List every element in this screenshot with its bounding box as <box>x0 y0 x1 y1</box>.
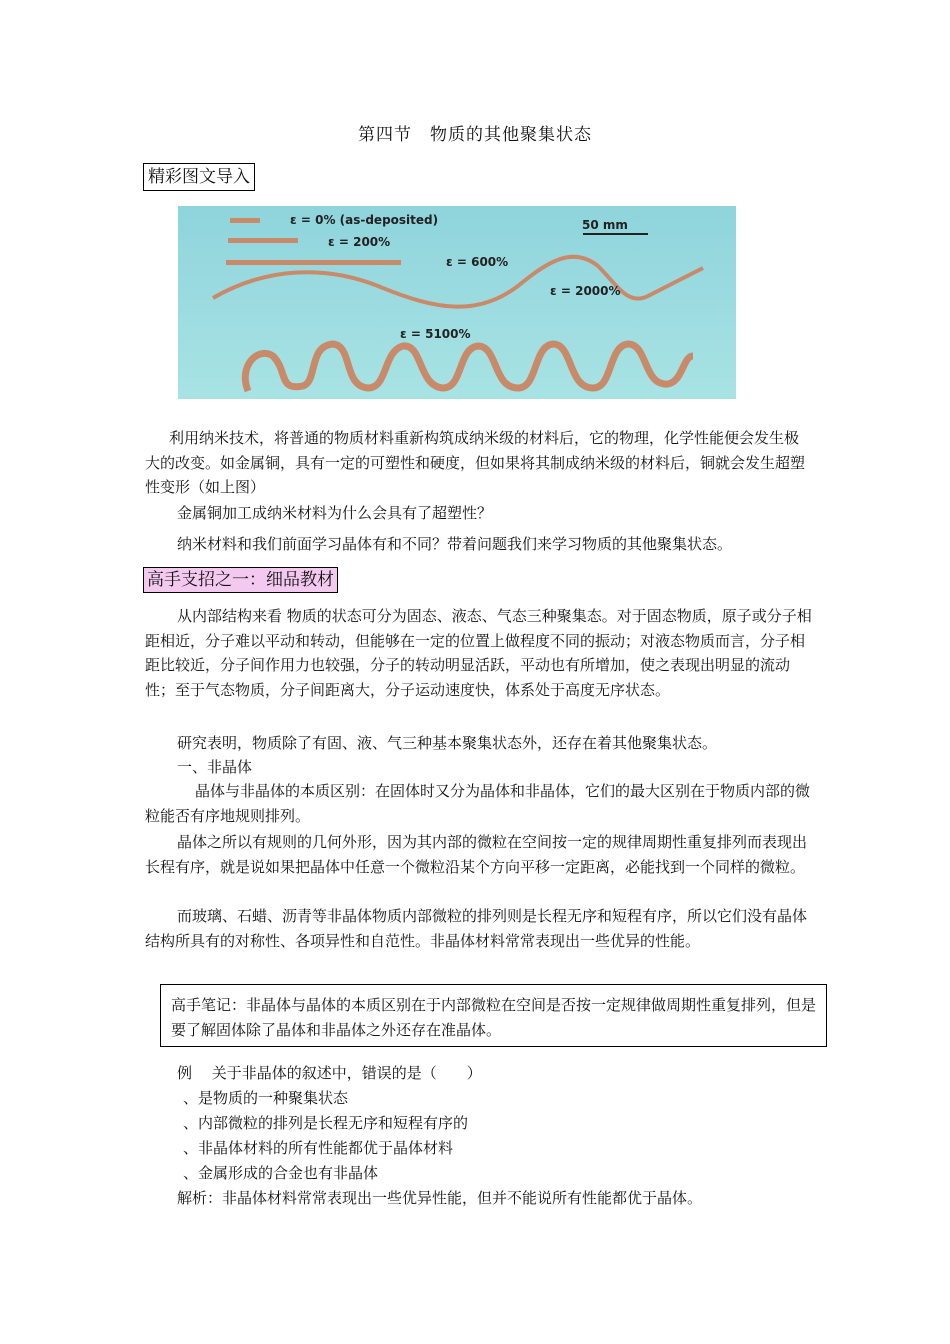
example-option-4: 、金属形成的合金也有非晶体 <box>183 1164 379 1182</box>
example-option-2: 、内部微粒的排列是长程无序和短程有序的 <box>183 1114 469 1132</box>
body-paragraph-crystal: 晶体之所以有规则的几何外形，因为其内部的微粒在空间按一定的规律周期性重复排列而表现出长程有序，就是说如果把晶体中任意一个微粒沿某个方向平移一定距离，必能找到一个同样的微粒。 <box>145 833 808 876</box>
section-label-intro: 精彩图文导入 <box>143 163 255 191</box>
label-eps-0: ε = 0% (as-deposited) <box>290 213 439 227</box>
expert-note-box <box>160 984 827 1047</box>
body-paragraph-states: 从内部结构来看 物质的状态可分为固态、液态、气态三种聚集态。对于固态物质，原子或分子相距相近，分子难以平动和转动，但能够在一定的位置上做程度不同的振动；对液态物质而言，分子相距比较近，分子间作用力也较强，分子的转动明显活跃，平动也有所增加，使之表现出明显的流动性；至于气态物质，分子间距离大，分子运动速度快，体系处于高度无序状态。 <box>145 607 812 699</box>
intro-paragraph-3: 纳米材料和我们前面学习晶体有和不同？带着问题我们来学习物质的其他聚集状态。 <box>177 535 733 553</box>
strip-600 <box>226 260 401 265</box>
scale-label: 50 mm <box>582 218 628 232</box>
strip-200 <box>228 238 298 243</box>
example-option-3: 、非晶体材料的所有性能都优于晶体材料 <box>183 1139 454 1157</box>
example-analysis: 解析：非晶体材料常常表现出一些优异性能，但并不能说所有性能都优于晶体。 <box>177 1189 703 1207</box>
body-paragraph-research: 研究表明，物质除了有固、液、气三种基本聚集状态外，还存在着其他聚集状态。 <box>177 734 718 752</box>
heading-amorphous: 一、非晶体 <box>177 758 253 776</box>
expert-note-text: 高手笔记：非晶体与晶体的本质区别在于内部微粒在空间是否按一定规律做周期性重复排列，但是要了解固体除了晶体和非晶体之外还存在准晶体。 <box>171 996 817 1039</box>
label-eps-5100: ε = 5100% <box>400 327 471 341</box>
body-paragraph-difference: 晶体与非晶体的本质区别：在固体时又分为晶体和非晶体，它们的最大区别在于物质内部的微粒能否有序地规则排列。 <box>145 782 811 825</box>
strip-0 <box>230 218 260 223</box>
intro-paragraph-1: 利用纳米技术，将普通的物质材料重新构筑成纳米级的材料后，它的物理，化学性能便会发生极大的改变。如金属铜，具有一定的可塑性和硬度，但如果将其制成纳米级的材料后，铜就会发生超塑性变形（如上图） <box>145 429 806 496</box>
example-option-1: 、是物质的一种聚集状态 <box>183 1089 349 1107</box>
section-label-textbook: 高手支招之一：细品教材 <box>143 567 338 593</box>
example-stem: 例 关于非晶体的叙述中，错误的是（ ） <box>177 1064 482 1082</box>
label-eps-200: ε = 200% <box>328 235 391 249</box>
nanocopper-figure <box>178 206 736 399</box>
label-eps-600: ε = 600% <box>446 255 509 269</box>
page-title: 第四节 物质的其他聚集状态 <box>358 125 592 145</box>
label-eps-2000: ε = 2000% <box>550 284 621 298</box>
intro-paragraph-2: 金属铜加工成纳米材料为什么会具有了超塑性？ <box>177 504 493 522</box>
body-paragraph-glass: 而玻璃、石蜡、沥青等非晶体物质内部微粒的排列则是长程无序和短程有序，所以它们没有晶体结构所具有的对称性、各项异性和自范性。非晶体材料常常表现出一些优异的性能。 <box>145 907 808 950</box>
